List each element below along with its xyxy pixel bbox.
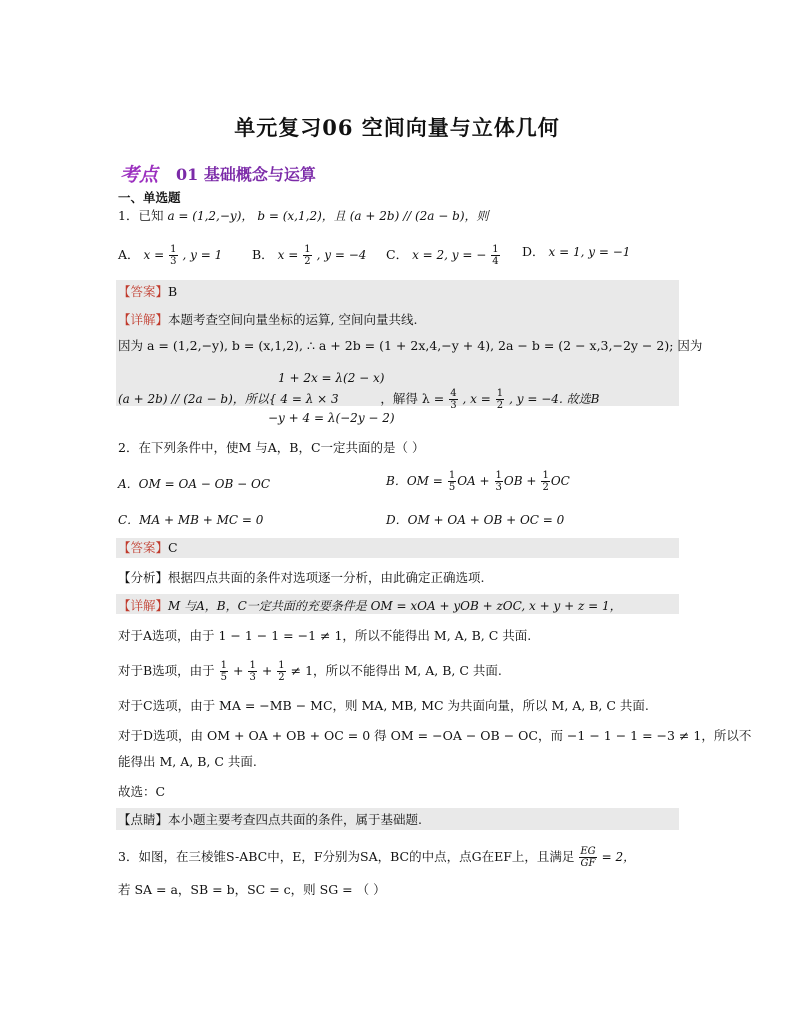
detail-line-3 bbox=[118, 388, 599, 411]
fraction bbox=[169, 244, 177, 267]
detail-text: 本题考查空间向量坐标的运算, 空间向量共线. bbox=[168, 312, 418, 327]
fraction bbox=[248, 660, 256, 683]
option-c-analysis: 对于C选项，由于 MA = −MB − MC，则 MA, MB, MC 为共面向量，所以 M, A, B, C 共面. bbox=[118, 698, 649, 713]
denominator: 3 bbox=[170, 256, 177, 267]
question-1-option-b bbox=[252, 244, 366, 267]
system-eq-2: 4 = λ × 3 bbox=[280, 392, 339, 406]
system-eq-1: 1 + 2x = λ(2 − x) bbox=[278, 371, 385, 385]
choose-line: 故选：C bbox=[118, 784, 166, 799]
option-label: D． bbox=[522, 244, 545, 259]
denominator: 5 bbox=[220, 672, 228, 683]
fraction bbox=[220, 660, 228, 683]
detail-line-q2 bbox=[118, 598, 622, 614]
option-label: B． bbox=[252, 247, 274, 262]
question-1-option-a bbox=[118, 244, 222, 267]
answer-tag: 【答案】 bbox=[118, 284, 169, 299]
answer-line bbox=[118, 284, 177, 300]
fraction bbox=[448, 470, 456, 493]
denominator: 4 bbox=[492, 256, 499, 267]
fraction bbox=[495, 470, 503, 493]
denominator: 3 bbox=[450, 400, 457, 411]
numerator: 1 bbox=[496, 388, 504, 399]
question-2-option-d: D．OM + OA + OB + OC = 0 bbox=[386, 513, 565, 527]
page-title: 单元复习06 空间向量与立体几何 bbox=[234, 115, 560, 140]
option-expr: x = 2, y = − bbox=[412, 248, 487, 262]
question-2-stem: 2．在下列条件中，使M 与A，B，C一定共面的是（ ） bbox=[118, 440, 425, 455]
system-eq-3: −y + 4 = λ(−2y − 2) bbox=[268, 411, 395, 425]
detail-tag: 【详解】 bbox=[118, 598, 169, 613]
numerator: 1 bbox=[542, 470, 549, 481]
option-d-analysis: 对于D选项，由 OM + OA + OB + OC = 0 得 OM = −OA − OB − OC，而 −1 − 1 − 1 = −3 ≠ 1，所以不 bbox=[118, 728, 752, 743]
answer-value: C bbox=[168, 540, 178, 555]
condition-expr: (a + 2b) // (2a − b)，所以{ bbox=[118, 392, 277, 406]
numerator: 1 bbox=[170, 244, 177, 255]
denominator: 3 bbox=[495, 482, 502, 493]
answer-value: B bbox=[168, 284, 178, 299]
answer-tag: 【答案】 bbox=[118, 540, 169, 555]
parallel-condition: (a + 2b) // (2a − b)，则 bbox=[349, 209, 489, 223]
analysis-line: 【分析】根据四点共面的条件对选项逐一分析，由此确定正确选项. bbox=[118, 570, 485, 585]
option-label: A． bbox=[118, 247, 140, 262]
option-expr: OA + bbox=[457, 474, 490, 488]
question-2-option-a: A．OM = OA − OB − OC bbox=[118, 477, 271, 491]
option-expr: OC bbox=[550, 474, 570, 488]
solve-text: , y = −4. 故选B bbox=[509, 392, 600, 406]
option-expr: OB + bbox=[503, 474, 537, 488]
numerator: 1 bbox=[492, 244, 499, 255]
detail-tag: 【详解】 bbox=[118, 312, 169, 327]
answer-box-2 bbox=[116, 538, 679, 558]
question-number: 1．已知 bbox=[118, 208, 164, 223]
question-text: = 2， bbox=[601, 850, 636, 864]
numerator: 4 bbox=[450, 388, 457, 399]
solve-text: , x = bbox=[462, 392, 491, 406]
numerator: 1 bbox=[304, 244, 311, 255]
option-expr: , y = −4 bbox=[316, 248, 367, 262]
fraction bbox=[541, 470, 549, 493]
question-3-stem bbox=[118, 846, 635, 869]
answer-line-2 bbox=[118, 540, 178, 556]
numerator: 1 bbox=[448, 470, 456, 481]
vector-b-def: b = (x,1,2)，且 bbox=[257, 209, 346, 223]
solve-text: ，解得 λ = bbox=[380, 391, 445, 406]
detail-text: M 与A，B，C一定共面的充要条件是 OM = xOA + yOB + zOC, x + y + z = 1， bbox=[168, 599, 622, 613]
option-expr: , y = 1 bbox=[182, 248, 223, 262]
detail-line-2: 因为 a = (1,2,−y), b = (x,1,2), ∴ a + 2b = (1 + 2x,4,−y + 4), 2a − b = (2 − x,3,−2y − 2); 因为 bbox=[118, 338, 703, 353]
fraction bbox=[449, 388, 457, 411]
numerator: 1 bbox=[249, 660, 256, 671]
fraction bbox=[303, 244, 311, 267]
option-a-analysis: 对于A选项，由于 1 − 1 − 1 = −1 ≠ 1，所以不能得出 M, A, B, C 共面. bbox=[118, 628, 532, 643]
fraction bbox=[491, 244, 499, 267]
numerator: EG bbox=[580, 846, 596, 857]
option-expr: x = bbox=[143, 248, 165, 262]
numerator: 1 bbox=[495, 470, 502, 481]
numerator: 1 bbox=[278, 660, 285, 671]
vector-a-def: a = (1,2,−y)， bbox=[167, 209, 254, 223]
denominator: 2 bbox=[496, 400, 504, 411]
question-1-option-d bbox=[522, 244, 630, 260]
option-expr: x = bbox=[277, 248, 299, 262]
question-1-option-c bbox=[386, 244, 501, 267]
part-label: 一、单选题 bbox=[118, 190, 181, 205]
option-expr: x = 1, y = −1 bbox=[548, 245, 631, 259]
question-2-option-b bbox=[386, 470, 570, 493]
section-title: 01 基础概念与运算 bbox=[176, 165, 316, 184]
comment-line: 【点睛】本小题主要考查四点共面的条件，属于基础题. bbox=[118, 812, 422, 827]
kaodian-label: 考点 bbox=[120, 164, 159, 186]
denominator: 5 bbox=[448, 482, 456, 493]
fraction bbox=[277, 660, 285, 683]
denominator: 3 bbox=[249, 672, 256, 683]
analysis-text: ≠ 1，所以不能得出 M, A, B, C 共面. bbox=[290, 663, 502, 678]
option-label: C． bbox=[386, 247, 409, 262]
question-3-vectors: 若 SA = a，SB = b，SC = c，则 SG = （ ） bbox=[118, 882, 386, 897]
option-d-analysis-cont: 能得出 M, A, B, C 共面. bbox=[118, 754, 257, 769]
fraction bbox=[579, 846, 596, 869]
analysis-text: 对于B选项，由于 bbox=[118, 663, 215, 678]
option-b-analysis: 对于B选项，由于 $\frac{1}{5}$ + $\frac{1}{3}$ + $\frac{1}{2}$ ≠ 1，所以不能得出 M, A, B, C 共面. bbox=[118, 660, 502, 683]
detail-line bbox=[118, 312, 417, 328]
question-1-stem bbox=[118, 208, 489, 224]
question-2-option-c: C．MA + MB + MC = 0 bbox=[118, 513, 264, 527]
denominator: 2 bbox=[304, 256, 311, 267]
denominator: 2 bbox=[278, 672, 285, 683]
denominator: GF bbox=[580, 858, 596, 869]
option-expr: B．OM = bbox=[386, 474, 443, 488]
numerator: 1 bbox=[220, 660, 228, 671]
question-text: 3．如图，在三棱锥S-ABC中，E，F分别为SA，BC的中点，点G在EF上，且满足 bbox=[118, 849, 575, 864]
fraction bbox=[496, 388, 504, 411]
denominator: 2 bbox=[542, 482, 549, 493]
